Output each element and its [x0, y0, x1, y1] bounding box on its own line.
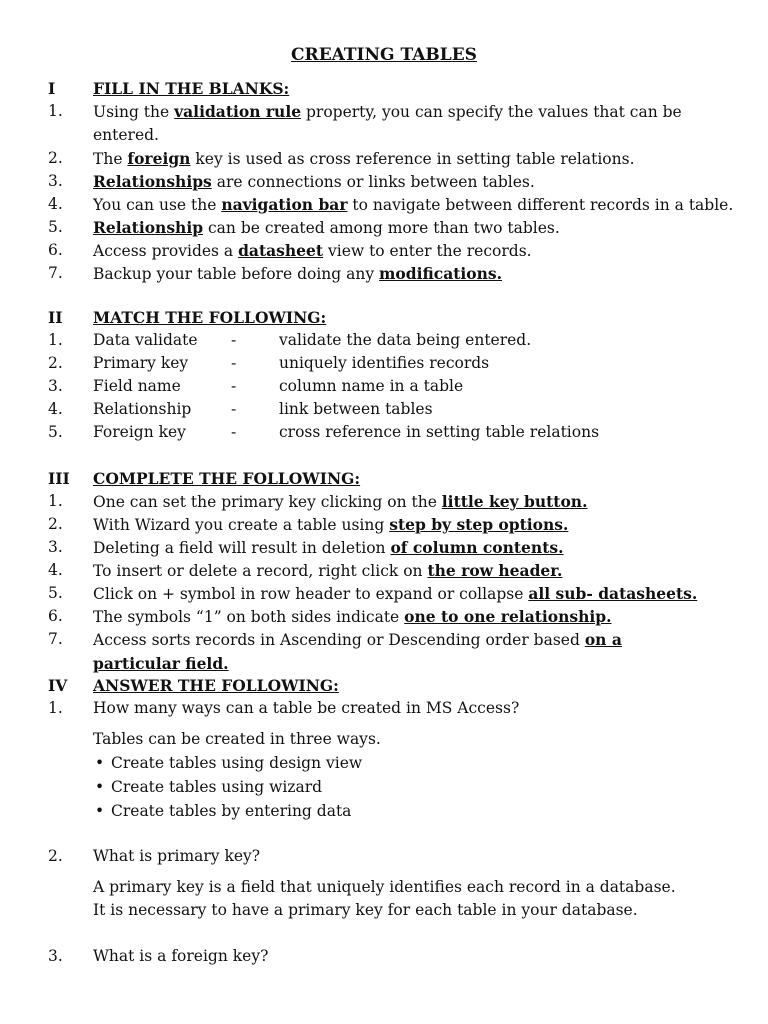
item-text-before: Click on + symbol in row header to expand or collapse — [93, 585, 529, 603]
answer-blank: modifications. — [379, 264, 503, 283]
question-text: What is primary key? — [93, 847, 261, 865]
item-number: 2. — [48, 354, 63, 372]
list-item — [0, 628, 768, 676]
answer-blank: validation rule — [174, 102, 302, 121]
question-row — [0, 697, 768, 720]
section-heading: FILL IN THE BLANKS: — [93, 79, 290, 98]
bullet-item: • Create tables by entering data — [93, 799, 362, 823]
item-text — [93, 513, 712, 537]
match-dash: - — [231, 377, 237, 395]
list-item — [0, 216, 768, 239]
item-text — [93, 582, 712, 606]
page-title: CREATING TABLES — [291, 45, 477, 65]
bullet-item: • Create tables using design view — [93, 751, 362, 775]
section-heading: COMPLETE THE FOLLOWING: — [93, 469, 361, 488]
section-heading: ANSWER THE FOLLOWING: — [93, 676, 339, 695]
list-item — [0, 513, 768, 536]
answer-blank: on a particular field. — [93, 630, 622, 673]
item-text — [93, 100, 713, 147]
list-item — [0, 536, 768, 559]
item-number: 4. — [48, 195, 63, 213]
list-item — [0, 582, 768, 605]
item-text-after: view to enter the records. — [323, 242, 532, 260]
item-number: 6. — [48, 607, 63, 625]
section-number: III — [48, 469, 70, 488]
item-text-before: Deleting a field will result in deletion — [93, 539, 391, 557]
item-number: 7. — [48, 630, 63, 648]
match-definition: uniquely identifies records — [279, 354, 490, 372]
answer-blank: little key button. — [441, 492, 588, 511]
match-definition: link between tables — [279, 400, 433, 418]
answer-blank: all sub- datasheets. — [528, 584, 698, 603]
item-text-before: Using the — [93, 103, 175, 121]
item-text — [93, 559, 712, 583]
section-complete-following — [0, 467, 768, 676]
match-row — [0, 352, 768, 375]
question-number: 2. — [48, 847, 63, 865]
item-number: 2. — [48, 515, 63, 533]
item-text — [93, 262, 712, 286]
item-text — [93, 490, 712, 514]
match-term: Relationship — [93, 400, 192, 418]
item-text-after: are connections or links between tables. — [211, 173, 535, 191]
answer-blank: the row header. — [427, 561, 563, 580]
item-text — [93, 170, 712, 194]
section-heading-row — [0, 467, 768, 490]
item-number: 1. — [48, 492, 63, 510]
list-item — [0, 490, 768, 513]
section-number: II — [48, 308, 63, 327]
question-3 — [0, 945, 768, 968]
answer-line: A primary key is a field that uniquely identifies each record in a database. — [93, 878, 676, 896]
answer-blank: datasheet — [238, 241, 324, 260]
item-text-before: The symbols “1” on both sides indicate — [93, 608, 405, 626]
item-number: 3. — [48, 172, 63, 190]
answer-blank: foreign — [127, 149, 191, 168]
match-dash: - — [231, 400, 237, 418]
answer-blank: one to one relationship. — [404, 607, 612, 626]
item-number: 3. — [48, 377, 63, 395]
list-item — [0, 193, 768, 216]
item-text-before: Access sorts records in Ascending or Descending order based — [93, 631, 585, 649]
list-item — [0, 100, 768, 147]
item-text-before: You can use the — [93, 196, 222, 214]
match-term: Field name — [93, 377, 181, 395]
section-fill-in-blanks — [0, 77, 768, 285]
match-dash: - — [231, 423, 237, 441]
item-text-after: property, you can specify the values that can be entered. — [93, 103, 682, 144]
question-2 — [0, 845, 768, 868]
question-row — [0, 845, 768, 868]
match-definition: validate the data being entered. — [279, 331, 532, 349]
section-number: IV — [48, 676, 68, 695]
match-row — [0, 329, 768, 352]
answer-blank: of column contents. — [390, 538, 564, 557]
item-text — [93, 216, 712, 240]
answer-blank: Relationship — [93, 218, 204, 237]
match-term: Foreign key — [93, 423, 186, 441]
section-answer-following — [0, 674, 768, 720]
item-number: 4. — [48, 400, 63, 418]
match-definition: cross reference in setting table relations — [279, 423, 600, 441]
bullet-item: • Create tables using wizard — [93, 775, 362, 799]
item-text — [93, 147, 712, 171]
list-item — [0, 559, 768, 582]
item-number: 2. — [48, 149, 63, 167]
item-text — [93, 628, 713, 676]
question-number: 3. — [48, 947, 63, 965]
list-item — [0, 170, 768, 193]
list-item — [0, 262, 768, 285]
list-item — [0, 147, 768, 170]
item-text-before: Backup your table before doing any — [93, 265, 380, 283]
question-row — [0, 945, 768, 968]
answer-blank: Relationships — [93, 172, 212, 191]
answer-blank: step by step options. — [389, 515, 569, 534]
list-item — [0, 239, 768, 262]
section-match-following — [0, 306, 768, 444]
item-number: 5. — [48, 218, 63, 236]
match-dash: - — [231, 331, 237, 349]
match-row — [0, 398, 768, 421]
item-text-after: key is used as cross reference in setting table relations. — [190, 150, 635, 168]
question-text: What is a foreign key? — [93, 947, 269, 965]
item-text-after: to navigate between different records in a table. — [347, 196, 734, 214]
match-row — [0, 375, 768, 398]
item-number: 6. — [48, 241, 63, 259]
answer-text: Tables can be created in three ways. — [93, 730, 381, 748]
item-number: 5. — [48, 423, 63, 441]
section-heading: MATCH THE FOLLOWING: — [93, 308, 327, 327]
item-text — [93, 605, 712, 629]
item-text-after: can be created among more than two tables. — [203, 219, 560, 237]
match-dash: - — [231, 354, 237, 372]
section-heading-row — [0, 306, 768, 329]
answer-text — [93, 876, 733, 922]
list-item — [0, 605, 768, 628]
item-number: 3. — [48, 538, 63, 556]
question-number: 1. — [48, 699, 63, 717]
answer-blank: navigation bar — [221, 195, 348, 214]
section-heading-row — [0, 77, 768, 100]
match-term: Data validate — [93, 331, 198, 349]
item-number: 1. — [48, 331, 63, 349]
question-text: How many ways can a table be created in MS Access? — [93, 699, 520, 717]
answer-line: It is necessary to have a primary key for each table in your database. — [93, 901, 638, 919]
item-text — [93, 536, 712, 560]
item-number: 5. — [48, 584, 63, 602]
item-text-before: To insert or delete a record, right click on — [93, 562, 428, 580]
item-text-before: The — [93, 150, 128, 168]
section-number: I — [48, 79, 56, 98]
item-text — [93, 193, 734, 217]
item-number: 4. — [48, 561, 63, 579]
item-number: 1. — [48, 102, 63, 120]
match-definition: column name in a table — [279, 377, 464, 395]
match-term: Primary key — [93, 354, 189, 372]
item-text-before: Access provides a — [93, 242, 239, 260]
match-row — [0, 421, 768, 444]
answer-bullet-list — [93, 751, 362, 823]
item-text-before: One can set the primary key clicking on the — [93, 493, 442, 511]
item-text — [93, 239, 712, 263]
item-text-before: With Wizard you create a table using — [93, 516, 390, 534]
section-heading-row — [0, 674, 768, 697]
item-number: 7. — [48, 264, 63, 282]
